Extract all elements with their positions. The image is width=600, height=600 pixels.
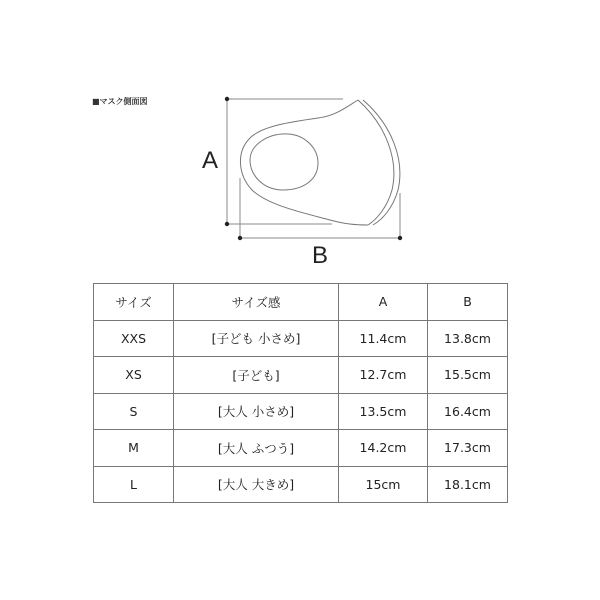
size-table [93, 283, 508, 503]
cell-size: L [94, 466, 174, 503]
table-row [94, 320, 508, 357]
cell-b: 15.5cm [428, 357, 508, 394]
cell-a: 12.7cm [339, 357, 428, 394]
cell-fit: [大人 大きめ] [174, 466, 339, 503]
cell-fit: [子ども] [174, 357, 339, 394]
table-row [94, 466, 508, 503]
cell-size: M [94, 430, 174, 467]
cell-b: 13.8cm [428, 320, 508, 357]
cell-size: S [94, 393, 174, 430]
table-row [94, 357, 508, 394]
header-fit: サイズ感 [174, 284, 339, 321]
table-header-row [94, 284, 508, 321]
cell-fit: [大人 小さめ] [174, 393, 339, 430]
cell-a: 15cm [339, 466, 428, 503]
cell-size: XXS [94, 320, 174, 357]
cell-b: 16.4cm [428, 393, 508, 430]
table-row [94, 393, 508, 430]
cell-b: 18.1cm [428, 466, 508, 503]
diagram-caption: ■マスク側面図 [92, 97, 148, 106]
label-a: A [202, 147, 219, 174]
header-size: サイズ [94, 284, 174, 321]
cell-b: 17.3cm [428, 430, 508, 467]
header-b: B [428, 284, 508, 321]
mask-outline [240, 100, 368, 225]
cell-size: XS [94, 357, 174, 394]
cell-a: 14.2cm [339, 430, 428, 467]
cell-fit: [子ども 小さめ] [174, 320, 339, 357]
cell-a: 13.5cm [339, 393, 428, 430]
cell-fit: [大人 ふつう] [174, 430, 339, 467]
label-b: B [312, 242, 329, 269]
mask-ear-hole [250, 134, 318, 190]
mask-edge-inner [358, 100, 394, 225]
header-a: A [339, 284, 428, 321]
table-row [94, 430, 508, 467]
cell-a: 11.4cm [339, 320, 428, 357]
mask-edge-outer [363, 100, 400, 225]
dimension-b [238, 178, 402, 240]
